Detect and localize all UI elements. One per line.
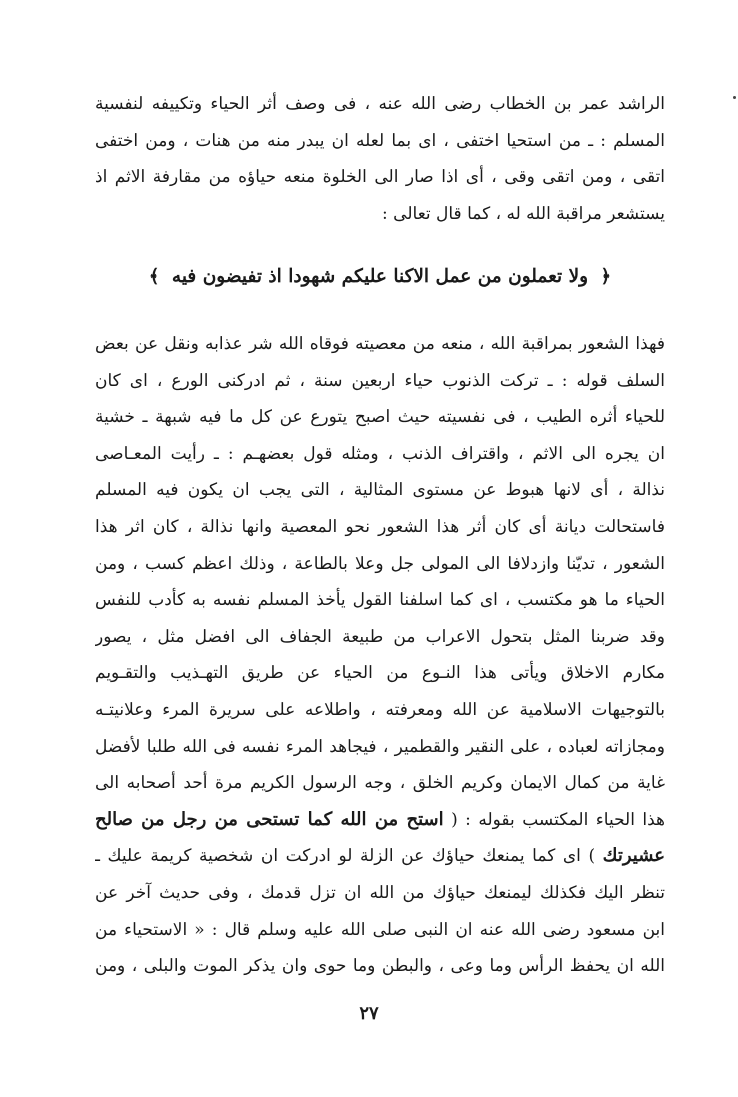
text-line: فاستحالت ديانة أى كان أثر هذا الشعور نحو المعصية وانها نذالة ، كان اثر هذا	[95, 516, 665, 537]
text-line: وقد ضربنا المثل بتحول الاعراب من طبيعة الجفاف الى افضل مثل ، يصور	[95, 626, 665, 647]
text-line: بالتوجيهات الاسلامية عن الله ومعرفته ، واطلاعه على سريرة المرء وعلانيتـه	[95, 699, 665, 720]
page-number: ٢٧	[359, 1003, 379, 1024]
hadith-line	[95, 838, 665, 875]
quran-verse	[95, 257, 665, 297]
verse-close-bracket: ﴾	[148, 266, 160, 287]
text-line: نذالة ، أى لانها هبوط عن مستوى المثالية ، التى يجب ان يكون فيه المسلم	[95, 480, 665, 501]
text-line: غاية من كمال الايمان وكريم الخلق ، وجه الرسول الكريم مرة أحد أصحابه الى	[95, 773, 665, 794]
text-line: المسلم : ـ من استحيا اختفى ، اى بما لعله ان يبدر منه من هنات ، ومن اختفى	[95, 130, 665, 151]
text-line: ان يجره الى الاثم ، واقتراف الذنب ، ومثله قول بعضهـم : ـ رأيت المعـاصى	[95, 443, 665, 464]
hadith-line	[95, 802, 665, 839]
text-line: اتقى ، ومن اتقى وقى ، أى اذا صار الى الخلوة منعه حياؤه من مقارفة الاثم اذ	[95, 167, 665, 188]
text-line: يستشعر مراقبة الله له ، كما قال تعالى :	[382, 203, 665, 224]
paragraph-2	[95, 326, 665, 985]
text-line: للحياء أثره الطيب ، فى نفسيته حيث اصبح يتورع عن كل ما فيه شبهة ـ خشية	[95, 407, 665, 428]
hadith-explanation: ) اى كما يمنعك حياؤك عن الزلة لو ادركت ان شخصية كريمة عليك ـ	[95, 846, 603, 867]
text-line: تنظر اليك فكذلك ليمنعك حياؤك من الله ان تزل قدمك ، وفى حديث آخر عن	[95, 882, 665, 903]
text-line: الشعور ، تديّنا وازدلافا الى المولى جل وعلا بالطاعة ، وذلك اعظم كسب ، ومن	[95, 553, 665, 574]
hadith-quote: عشيرتك	[602, 845, 665, 867]
hadith-intro: هذا الحياء المكتسب بقوله : (	[443, 809, 665, 830]
text-line: ومجازاته لعباده ، على النقير والقطمير ، فيجاهد المرء نفسه فى الله طلبا لأفضل	[95, 736, 665, 757]
paragraph-1	[95, 86, 665, 232]
margin-mark	[733, 96, 736, 99]
verse-open-bracket: ﴿	[600, 266, 612, 287]
text-line: الراشد عمر بن الخطاب رضى الله عنه ، فى وصف أثر الحياء وتكييفه لنفسية	[95, 94, 665, 114]
text-line: فهذا الشعور بمراقبة الله ، منعه من معصيته فوقاه الله شر عذابه ونقل عن بعض	[95, 334, 665, 354]
verse-text: ولا تعملون من عمل الاكنا عليكم شهودا اذ تفيضون فيه	[171, 266, 589, 287]
text-line: الحياء ما هو مكتسب ، اى كما اسلفنا القول يأخذ المسلم نفسه به كأدب للنفس	[95, 590, 665, 611]
text-line: الله ان يحفظ الرأس وما وعى ، والبطن وما حوى وان يذكر الموت والبلى ، ومن	[95, 956, 665, 977]
text-line: السلف قوله : ـ تركت الذنوب حياء اربعين سنة ، ثم ادركنى الورع ، اى كان	[95, 370, 665, 391]
text-line: ابن مسعود رضى الله عنه ان النبى صلى الله عليه وسلم قال : « الاستحياء من	[95, 919, 665, 940]
hadith-quote: استح من الله كما تستحى من رجل من صالح	[95, 808, 444, 830]
text-line: مكارم الاخلاق ويأتى هذا النـوع من الحياء عن طريق التهـذيب والتقـويم	[95, 663, 665, 684]
